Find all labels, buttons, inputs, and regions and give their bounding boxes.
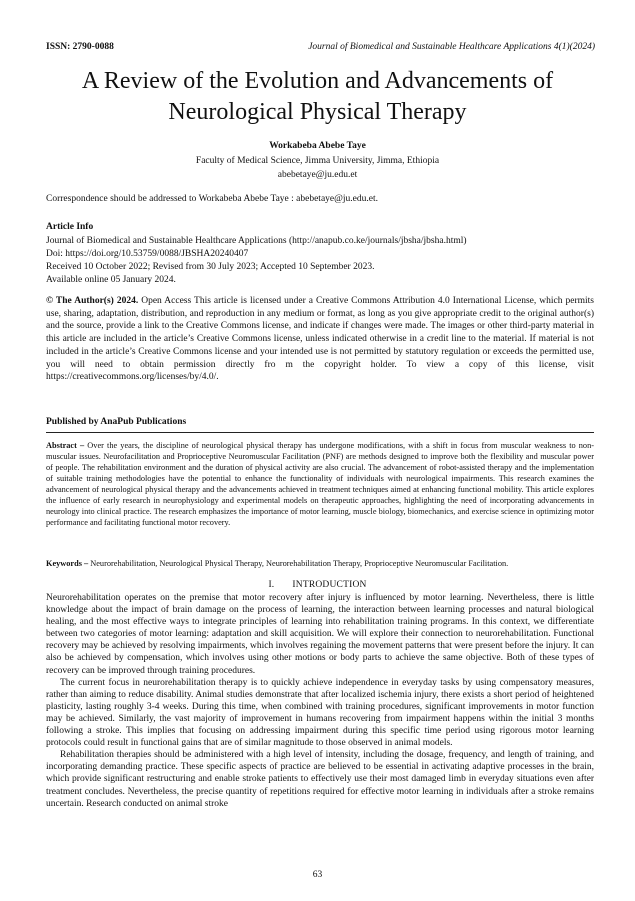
divider xyxy=(46,432,594,433)
section-heading xyxy=(0,580,635,590)
license-text: Open Access This article is licensed under a Creative Commons Attribution 4.0 International License, which permits use, sharing, adaptation, distribution, and reproduction in any medium or format, as long as you give appropriate credit to the original author(s) and the source, provide a link to the Creative Commons license, and indicate if changes were made. The images or other third-party material in this article are included in the article’s Creative Commons license, unless indicated otherwise in a credit line to the material. If material is not included in the article’s Creative Commons license and your intended use is not permitted by statutory regulation or exceeds the permitted use, you will need to obtain permission directly fro m the copyright holder. To view a copy of this license, visit https://creativecommons.org/licenses/by/4.0/. xyxy=(46,296,594,383)
abstract-text: Over the years, the discipline of neurological physical therapy has undergone modifications, with a shift in focus from muscular weakness to non-muscular issues. Neurofacilitation and Proprioceptive Neuromuscular Facilitation (PNF) are methods designed to improve both the flexibility and muscular power of people. The rehabilitation environment and the duration of physical activity are also crucial. The advancement of robot-assisted therapy and the implementation of suitable training methodologies have the potential to enhance the functionality of individuals with neurological impairments. This research examines the advancement of neurological physical therapy and the advancements achieved in treatment techniques aimed at enhancing functional mobility. This article explores the influence of early research in neurophysiology and experimental models on therapeutic approaches, highlighting the need of incorporating advancements in neurology into clinical practice. The research emphasizes the importance of motor learning, muscle biology, biomechanics, and exercise science in optimizing motor performance and facilitating functional motor recovery. xyxy=(46,441,594,527)
section-title: INTRODUCTION xyxy=(292,580,367,590)
body-paragraph: Neurorehabilitation operates on the premise that motor recovery after injury is influenced by motor learning. Nevertheless, there is little knowledge about the impact of brain damage on the process of learning, the interaction between learning processes and natural biological healing, and the most effective ways to integrate principles of learning into rehabilitation training programs. In this context, we differentiate between two categories of motor learning: adaptation and skill acquisition. We will explore their connection to neurorehabilitation. Functional recovery may be achieved by resolving impairments, which involves regaining the movement patterns that were present before the injury. It can also be achieved by compensation, which involves using other motions or body parts to achieve the same objective. Both of these types of recovery can be improved through training procedures. xyxy=(46,593,594,676)
article-info-heading: Article Info xyxy=(46,222,94,232)
publisher-line: Published by AnaPub Publications xyxy=(46,417,187,427)
author-email[interactable]: abebetaye@ju.edu.et xyxy=(277,170,358,180)
article-info-doi[interactable]: Doi: https://doi.org/10.53759/0088/JBSHA20240407 xyxy=(46,249,249,259)
journal-header: Journal of Biomedical and Sustainable Healthcare Applications 4(1)(2024) xyxy=(308,42,595,52)
license-paragraph xyxy=(46,295,594,384)
section-number: I. xyxy=(268,580,275,590)
keywords xyxy=(46,558,594,569)
article-info-online: Available online 05 January 2024. xyxy=(46,275,176,285)
abstract-label: Abstract – xyxy=(46,441,85,450)
article-info-journal[interactable]: Journal of Biomedical and Sustainable Healthcare Applications (http://anapub.co.ke/journals/jbsha/jbsha.html) xyxy=(46,236,467,246)
author-name: Workabeba Abebe Taye xyxy=(269,141,366,151)
author-affiliation: Faculty of Medical Science, Jimma University, Jimma, Ethiopia xyxy=(195,156,440,166)
body-paragraph: The current focus in neurorehabilitation therapy is to quickly achieve independence in everyday tasks by using compensatory measures, rather than aiming to reduce disability. Animal studies demonstrate that after localized ischemia injury, there exists a short period of heightened plasticity, lasting roughly 3-4 weeks. During this time, when combined with training procedures, significant improvements in motor function may be achieved. Similarly, the vast majority of improvement in humans recovering from impairment happens within the initial 3 months following a stroke. This implies that focusing on addressing impairment during this specific time period using rigorous motor learning protocols could result in functional gains that are of similar magnitude to those observed in animal models. xyxy=(46,677,594,749)
article-info-dates: Received 10 October 2022; Revised from 30 July 2023; Accepted 10 September 2023. xyxy=(46,262,375,272)
body-text xyxy=(46,592,594,810)
correspondence-line: Correspondence should be addressed to Workabeba Abebe Taye : abebetaye@ju.edu.et. xyxy=(46,194,378,204)
page-number: 63 xyxy=(312,870,323,880)
paper-title: A Review of the Evolution and Advancements of Neurological Physical Therapy xyxy=(81,68,554,125)
license-copyright: © The Author(s) 2024. xyxy=(46,296,139,306)
abstract xyxy=(46,440,594,528)
issn-header: ISSN: 2790-0088 xyxy=(46,42,114,52)
keywords-text: Neurorehabilitation, Neurological Physical Therapy, Neurorehabilitation Therapy, Proprioceptive Neuromuscular Facilitation. xyxy=(88,559,509,568)
body-paragraph: Rehabilitation therapies should be administered with a high level of intensity, including the dosage, frequency, and length of training, and incorporating demanding practice. These specific aspects of practice are believed to be essential in activating adaptive processes in the brain, which provide significant restructuring and enable stroke patients to effectively use their most damaged limb in everyday situations even after treatment concludes. Nevertheless, the precise quantity of repetitions required for effective motor learning in individuals after a stroke remains uncertain. Research conducted on animal stroke xyxy=(46,750,594,809)
keywords-label: Keywords – xyxy=(46,559,89,568)
